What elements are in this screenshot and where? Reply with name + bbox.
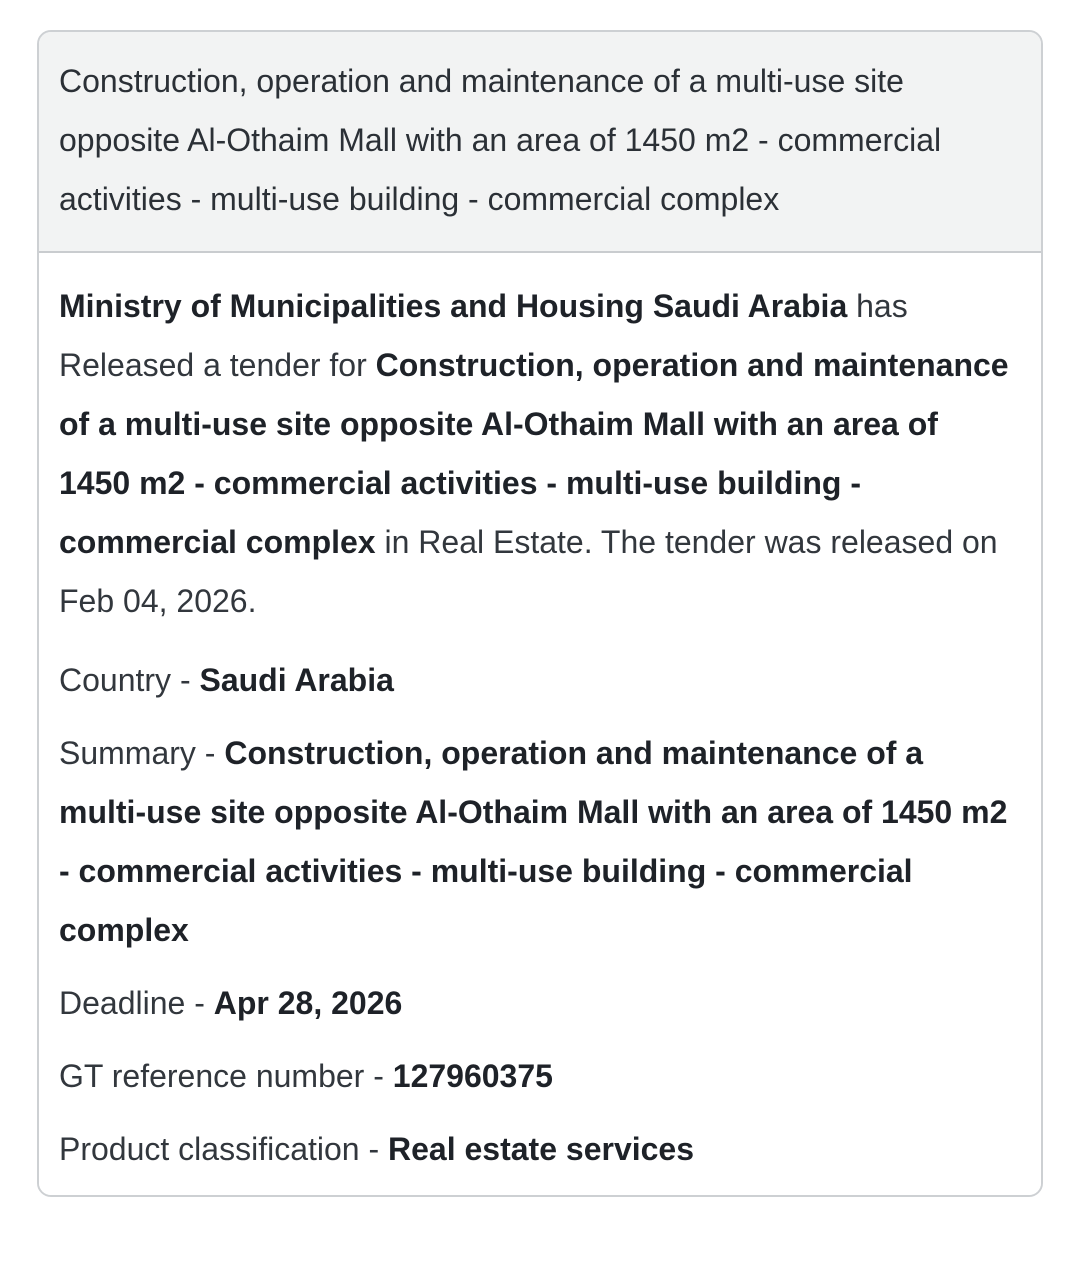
field-country-label: Country -	[59, 662, 200, 698]
field-summary	[59, 724, 1015, 960]
field-gt-reference-number-value: 127960375	[392, 1058, 553, 1094]
field-gt-reference-number-label: GT reference number -	[59, 1058, 393, 1094]
field-product-classification-value: Real estate services	[388, 1131, 695, 1167]
tender-title: Construction, operation and maintenance of a multi-use site opposite Al-Othaim Mall with an area of 1450 m2 - commercial activities - multi-use building - commercial complex	[59, 63, 942, 217]
tender-title-card	[39, 32, 1041, 253]
field-gt-reference-number	[59, 1047, 1015, 1106]
tender-intro-released-text: has Released a tender for	[59, 288, 908, 383]
tender-intro-title: Construction, operation and maintenance of a multi-use site opposite Al-Othaim Mall with an area of 1450 m2 - commercial activities - multi-use building - commercial complex	[59, 347, 1009, 560]
field-country-value: Saudi Arabia	[199, 662, 394, 698]
tender-intro-suffix: in Real Estate. The tender was released on Feb 04, 2026.	[59, 524, 998, 619]
tender-card	[37, 30, 1043, 1197]
tender-organization: Ministry of Municipalities and Housing Saudi Arabia	[59, 288, 848, 324]
tender-intro-paragraph	[59, 277, 1015, 631]
field-product-classification-label: Product classification -	[59, 1131, 389, 1167]
field-deadline	[59, 974, 1015, 1033]
tender-details-card	[39, 253, 1041, 1195]
field-product-classification	[59, 1120, 1015, 1179]
field-deadline-value: Apr 28, 2026	[213, 985, 403, 1021]
field-summary-value: Construction, operation and maintenance of a multi-use site opposite Al-Othaim Mall with an area of 1450 m2 - commercial activities - multi-use building - commercial complex	[59, 735, 1008, 948]
field-deadline-label: Deadline -	[59, 985, 214, 1021]
field-country	[59, 651, 1015, 710]
field-summary-label: Summary -	[59, 735, 225, 771]
